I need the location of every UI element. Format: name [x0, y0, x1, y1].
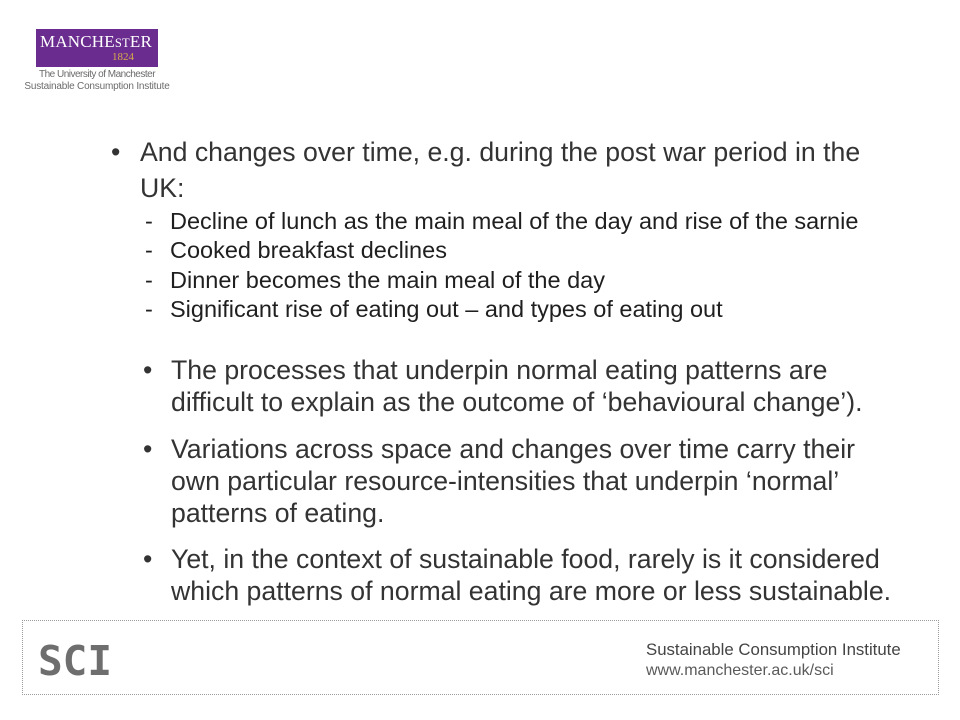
logo-wordmark-start: MANCHE [40, 32, 115, 51]
bullet-marker: • [111, 137, 121, 167]
dash-marker: - [145, 266, 153, 293]
intro-text [140, 134, 860, 206]
bullet-point [143, 543, 923, 607]
bullet-text [171, 433, 855, 529]
footer-acronym: SCI [38, 637, 113, 685]
bullet-line: Yet, in the context of sustainable food, rarely is it considered [171, 544, 880, 574]
logo-year: 1824 [112, 51, 134, 63]
bullet-line: Variations across space and changes over time carry their [171, 434, 856, 464]
sub-item [145, 236, 925, 265]
bullet-point [143, 354, 923, 418]
sub-item [145, 295, 925, 324]
dash-marker: - [145, 237, 153, 264]
logo-university-name: The University of Manchester [38, 69, 156, 80]
sub-item [145, 266, 925, 295]
intro-line: And changes over time, e.g. during the post war period in the [140, 137, 861, 167]
sub-item [145, 207, 925, 236]
sub-item-text: Decline of lunch as the main meal of the day and rise of the sarnie [170, 208, 859, 234]
bullet-line: own particular resource-intensities that underpin ‘normal’ [171, 466, 840, 496]
bullet-marker: • [143, 355, 153, 385]
footer-institute-name: Sustainable Consumption Institute [646, 640, 901, 659]
intro-bullet [111, 134, 911, 206]
sub-item-text: Dinner becomes the main meal of the day [170, 266, 605, 293]
bullet-point [143, 433, 923, 529]
logo-wordmark [40, 33, 152, 51]
logo-institute-name: Sustainable Consumption Institute [24, 81, 170, 92]
university-logo [36, 29, 158, 67]
dash-marker: - [145, 295, 153, 322]
bullet-line: which patterns of normal eating are more or less sustainable. [171, 576, 892, 606]
logo-wordmark-end: ER [129, 32, 152, 51]
footer-url: www.manchester.ac.uk/sci [646, 662, 834, 679]
bullet-line: patterns of eating. [171, 498, 385, 528]
sub-item-text: Cooked breakfast declines [170, 237, 447, 264]
bullet-marker: • [143, 434, 153, 464]
sub-item-text: Significant rise of eating out – and types of eating out [170, 295, 723, 322]
sub-item-list [145, 207, 925, 324]
logo-wordmark-mid: ST [114, 36, 130, 50]
bullet-text [171, 543, 891, 607]
intro-line: UK: [140, 173, 185, 203]
bullet-line: difficult to explain as the outcome of ‘behavioural change’). [171, 387, 863, 417]
dash-marker: - [145, 208, 153, 234]
bullet-marker: • [143, 544, 153, 574]
bullet-text [171, 354, 863, 418]
bullet-line: The processes that underpin normal eating patterns are [171, 355, 828, 385]
